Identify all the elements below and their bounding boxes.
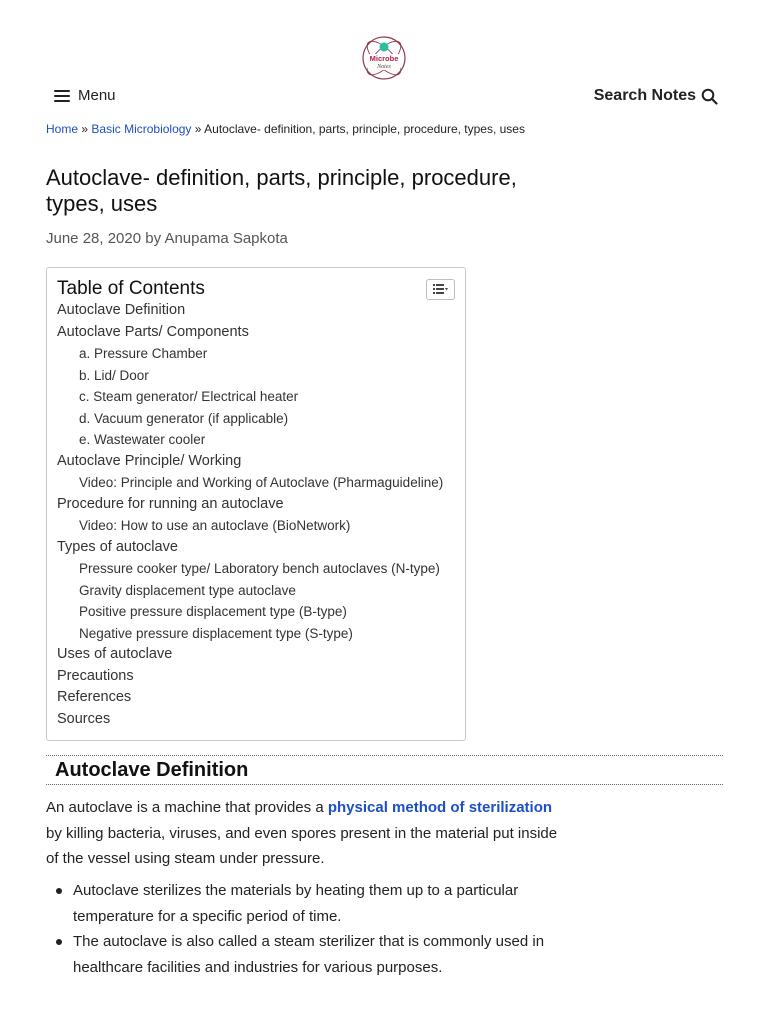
toc-item[interactable]: Autoclave Parts/ Components <box>57 323 249 340</box>
toc-item[interactable]: Pressure cooker type/ Laboratory bench autoclaves (N-type) <box>79 561 440 576</box>
toc-item[interactable]: Gravity displacement type autoclave <box>79 582 296 598</box>
breadcrumb-current: Autoclave- definition, parts, principle, procedure, types, uses <box>204 122 525 136</box>
toc-item[interactable]: References <box>57 689 132 705</box>
physical-method-link[interactable]: physical method of sterilization <box>327 799 553 816</box>
breadcrumb <box>46 119 526 139</box>
site-logo[interactable] <box>359 34 409 82</box>
post-date: June 28, 2020 <box>46 230 142 247</box>
toc-item[interactable]: Uses of autoclave <box>57 646 173 662</box>
toc-item[interactable]: Video: Principle and Working of Autoclave (Pharmaguideline) <box>79 475 444 490</box>
intro-text: by killing bacteria, viruses, and even spores present in the material put inside of the vessel using steam under pressure. <box>46 824 558 867</box>
toc-item[interactable]: b. Lid/ Door <box>79 367 149 383</box>
toc-item[interactable]: e. Wastewater cooler <box>79 432 206 447</box>
toc-item[interactable]: Types of autoclave <box>57 538 178 555</box>
breadcrumb-separator: » <box>194 122 202 136</box>
list-item: The autoclave is also called a steam sterilizer that is commonly used in healthcare facilities and industries for various purposes. <box>54 929 569 980</box>
search-icon <box>701 88 718 105</box>
table-of-contents <box>46 267 466 741</box>
logo-text-top: Microbe <box>369 54 399 63</box>
toc-toggle-button[interactable] <box>426 279 455 300</box>
toc-item[interactable]: Autoclave Definition <box>57 302 186 318</box>
post-by: by <box>145 230 162 247</box>
toc-item[interactable]: d. Vacuum generator (if applicable) <box>79 410 289 426</box>
toc-item[interactable]: Positive pressure displacement type (B-type) <box>79 604 347 619</box>
breadcrumb-home-link[interactable]: Home <box>46 122 79 136</box>
logo-text-bottom: Notes <box>377 64 391 70</box>
hamburger-icon <box>54 90 70 102</box>
menu-button[interactable] <box>54 87 116 104</box>
search-notes-button[interactable] <box>594 87 718 105</box>
menu-label: Menu <box>78 87 116 104</box>
toc-item[interactable]: Procedure for running an autoclave <box>57 495 284 512</box>
post-meta <box>46 230 288 247</box>
search-notes-label: Search Notes <box>593 87 696 104</box>
toc-list <box>57 300 455 730</box>
intro-paragraph <box>46 795 561 872</box>
breadcrumb-separator: » <box>81 122 89 136</box>
toc-item[interactable]: a. Pressure Chamber <box>79 346 208 361</box>
toc-item[interactable]: Sources <box>57 710 111 727</box>
toc-title: Table of Contents <box>57 278 205 299</box>
toc-item[interactable]: Video: How to use an autoclave (BioNetwork) <box>79 518 351 533</box>
toc-item[interactable]: Autoclave Principle/ Working <box>57 452 242 469</box>
intro-text: An autoclave is a machine that provides a <box>46 799 328 816</box>
list-toggle-icon <box>433 284 448 295</box>
toc-item[interactable]: c. Steam generator/ Electrical heater <box>79 389 299 404</box>
section-heading: Autoclave Definition <box>55 759 249 781</box>
breadcrumb-category-link[interactable]: Basic Microbiology <box>91 122 192 136</box>
microbe-notes-logo-icon <box>359 34 409 82</box>
list-item: Autoclave sterilizes the materials by heating them up to a particular temperature for a specific period of time. <box>54 878 569 929</box>
toc-item[interactable]: Negative pressure displacement type (S-type) <box>79 625 353 641</box>
page-title: Autoclave- definition, parts, principle, procedure, types, uses <box>46 165 517 216</box>
post-author[interactable]: Anupama Sapkota <box>164 230 288 247</box>
definition-bullet-list <box>54 878 569 980</box>
toc-item[interactable]: Precautions <box>57 667 134 684</box>
section-heading-bar <box>46 755 723 785</box>
